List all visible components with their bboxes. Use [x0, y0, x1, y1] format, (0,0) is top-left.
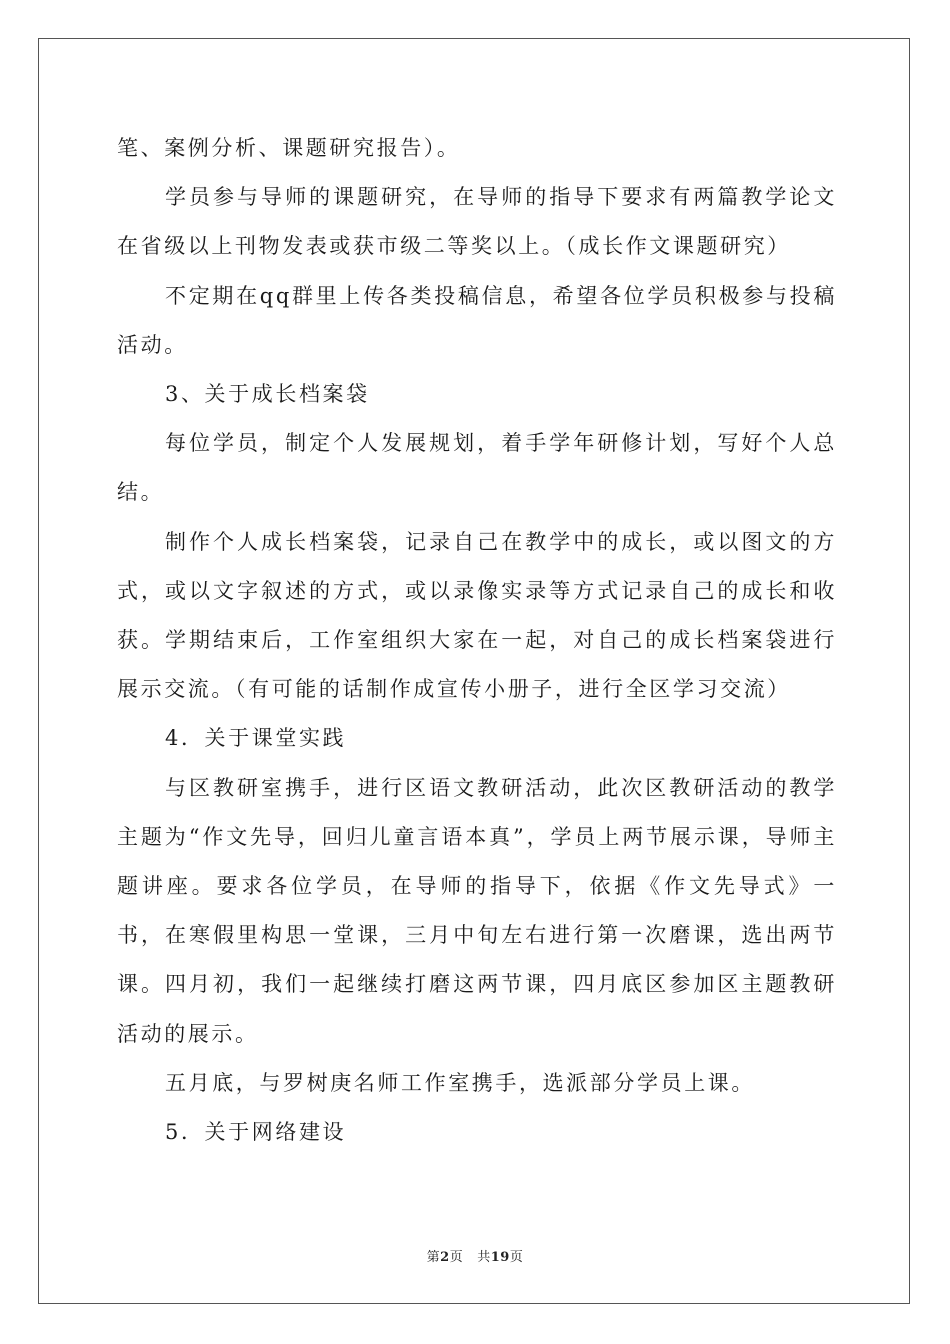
- paragraph-continuation: 笔、案例分析、课题研究报告）。: [117, 136, 461, 160]
- section-heading-classroom: 4．关于课堂实践: [165, 726, 347, 751]
- page-footer: [0, 1246, 950, 1265]
- footer-total-pages: 19: [490, 1250, 510, 1265]
- paragraph-may: 五月底，与罗树庚名师工作室携手，选派部分学员上课。: [165, 1070, 755, 1095]
- footer-total-prefix: 共: [477, 1250, 491, 1265]
- section-heading-portfolio: 3、关于成长档案袋: [165, 382, 370, 407]
- paragraph-portfolio: 制作个人成长档案袋，记录自己在教学中的成长，或以图文的方式，或以文字叙述的方式，或以录像实录等方式记录自己的成长和收获。学期结束后，工作室组织大家在一起，对自己的成长档案袋进行展示交流。（有可能的话制作成宣传小册子，进行全区学习交流）: [117, 529, 837, 702]
- footer-total-suffix: 页: [509, 1250, 524, 1265]
- footer-page-suffix: 页: [449, 1250, 464, 1265]
- footer-page-number: 2: [440, 1250, 450, 1265]
- paragraph-plan: 每位学员，制定个人发展规划，着手学年研修计划，写好个人总结。: [117, 431, 837, 505]
- paragraph-classroom: 与区教研室携手，进行区语文教研活动，此次区教研活动的教学主题为“作文先导，回归儿童言语本真”，学员上两节展示课，导师主题讲座。要求各位学员，在导师的指导下，依据《作文先导式》一书，在寒假里构思一堂课，三月中旬左右进行第一次磨课，选出两节课。四月初，我们一起继续打磨这两节课，四月底区参加区主题教研活动的展示。: [117, 775, 837, 1046]
- paragraph-research: 学员参与导师的课题研究，在导师的指导下要求有两篇教学论文在省级以上刊物发表或获市级二等奖以上。（成长作文课题研究）: [117, 185, 837, 259]
- footer-page-prefix: 第: [426, 1250, 441, 1265]
- document-body: [117, 124, 837, 1157]
- paragraph-submission: 不定期在qq群里上传各类投稿信息，希望各位学员积极参与投稿活动。: [117, 283, 837, 357]
- section-heading-network: 5．关于网络建设: [165, 1120, 347, 1145]
